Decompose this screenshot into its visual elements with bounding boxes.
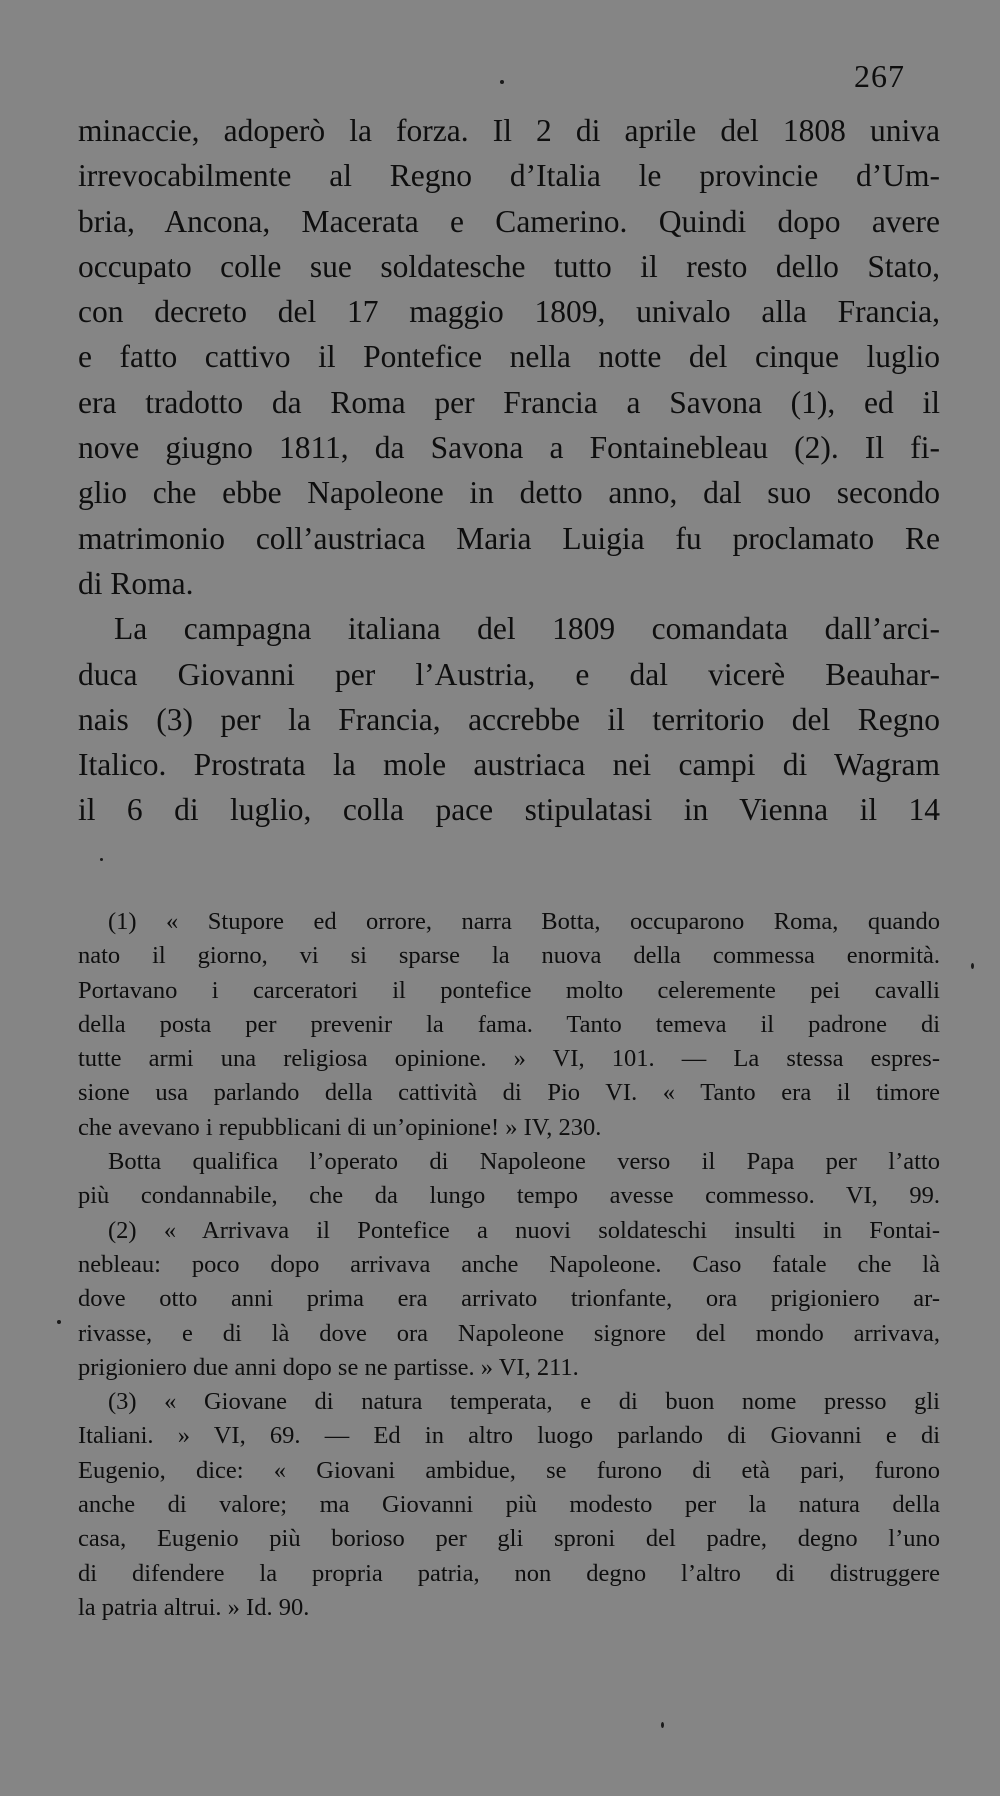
footnote-line: della posta per prevenir la fama. Tanto temeva il padrone di <box>78 1010 940 1038</box>
footnote-line: tutte armi una religiosa opinione. » VI, 101. — La stessa espres- <box>78 1045 940 1073</box>
footnote-line: nebleau: poco dopo arrivava anche Napoleone. Caso fatale che là <box>78 1250 940 1278</box>
footnote-line: rivasse, e di là dove ora Napoleone signore del mondo arrivava, <box>78 1319 940 1347</box>
footnote-line: più condannabile, che da lungo tempo avesse commesso. VI, 99. <box>78 1182 940 1210</box>
main-text-line: e fatto cattivo il Pontefice nella notte del cinque luglio <box>78 339 940 375</box>
main-text-line: occupato colle sue soldatesche tutto il resto dello Stato, <box>78 248 940 284</box>
main-text-line: il 6 di luglio, colla pace stipulatasi in Vienna il 14 <box>78 792 940 828</box>
footnote-line: nato il giorno, vi si sparse la nuova della commessa enormità. <box>78 942 940 970</box>
main-text-line: glio che ebbe Napoleone in detto anno, dal suo secondo <box>78 475 940 511</box>
main-text-line: bria, Ancona, Macerata e Camerino. Quindi dopo avere <box>78 203 940 239</box>
main-text-line: di Roma. <box>78 565 194 601</box>
footnote-line: la patria altrui. » Id. 90. <box>78 1593 310 1621</box>
main-text-body <box>78 108 940 833</box>
main-text-line: matrimonio coll’austriaca Maria Luigia fu proclamato Re <box>78 520 940 556</box>
scan-speck <box>57 1320 61 1324</box>
scan-speck <box>661 1722 664 1728</box>
main-text-line: Italico. Prostrata la mole austriaca nei campi di Wagram <box>78 747 940 783</box>
footnote-line: dove otto anni prima era arrivato trionfante, ora prigioniero ar- <box>78 1285 940 1313</box>
scan-speck <box>971 963 974 969</box>
footnote-line: sione usa parlando della cattività di Pio VI. « Tanto era il timore <box>78 1079 940 1107</box>
footnotes-section <box>78 905 940 1625</box>
footnote-line: casa, Eugenio più borioso per gli sproni del padre, degno l’uno <box>78 1525 940 1553</box>
footnote-line: (3) « Giovane di natura temperata, e di buon nome presso gli <box>108 1388 940 1416</box>
main-text-line: minaccie, adoperò la forza. Il 2 di aprile del 1808 univa <box>78 113 940 148</box>
footnote-line: (1) « Stupore ed orrore, narra Botta, occuparono Roma, quando <box>108 908 940 935</box>
footnote-line: Portavano i carceratori il pontefice molto celeremente pei cavalli <box>78 976 940 1004</box>
main-text-line: nove giugno 1811, da Savona a Fontainebleau (2). Il fi- <box>78 430 940 466</box>
page-number: 267 <box>854 58 905 94</box>
main-text-line: duca Giovanni per l’Austria, e dal vicerè Beauhar- <box>78 656 940 692</box>
main-text-line: era tradotto da Roma per Francia a Savona (1), ed il <box>78 384 940 420</box>
footnote-line: anche di valore; ma Giovanni più modesto per la natura della <box>78 1491 940 1519</box>
footnote-line: (2) « Arrivava il Pontefice a nuovi soldateschi insulti in Fontai- <box>108 1216 940 1244</box>
footnote-line: che avevano i repubblicani di un’opinione! » IV, 230. <box>78 1113 602 1141</box>
footnote-line: di difendere la propria patria, non degno l’altro di distruggere <box>78 1559 940 1587</box>
footnote-line: Eugenio, dice: « Giovani ambidue, se furono di età pari, furono <box>78 1456 940 1484</box>
scan-speck <box>500 80 504 84</box>
main-text-line: irrevocabilmente al Regno d’Italia le provincie d’Um- <box>78 158 940 194</box>
scan-speck <box>100 858 103 861</box>
main-text-line: La campagna italiana del 1809 comandata dall’arci- <box>114 611 940 647</box>
main-text-line: con decreto del 17 maggio 1809, univalo alla Francia, <box>78 294 940 330</box>
footnote-line: Botta qualifica l’operato di Napoleone verso il Papa per l’atto <box>108 1148 940 1176</box>
footnote-line: prigioniero due anni dopo se ne partisse. » VI, 211. <box>78 1353 579 1381</box>
footnote-line: Italiani. » VI, 69. — Ed in altro luogo parlando di Giovanni e di <box>78 1422 940 1450</box>
main-text-line: nais (3) per la Francia, accrebbe il territorio del Regno <box>78 701 940 737</box>
